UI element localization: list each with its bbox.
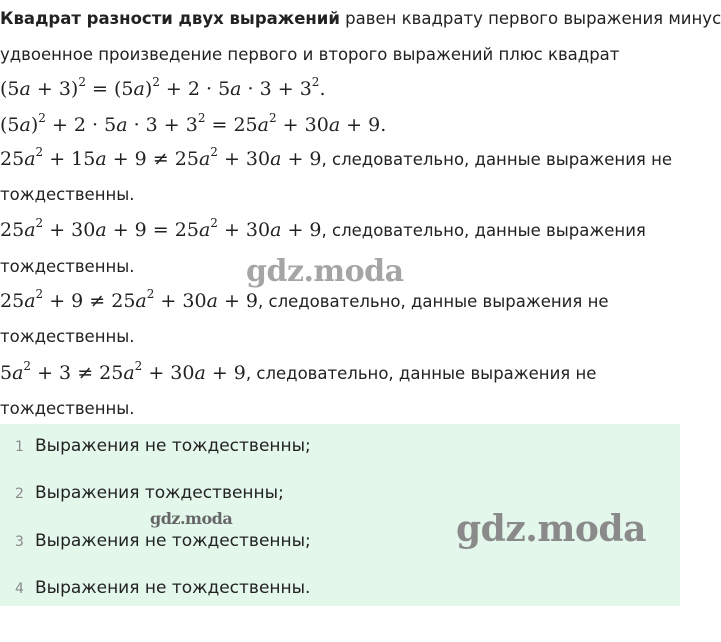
step-1-text: следовательно, данные выражения не [332,150,673,169]
step-3-continuation: тождественны. [0,327,135,346]
step-2-continuation: тождественны. [0,257,135,276]
step-3: $25a^2 + 9 \ne 25a^2 + 30a + 9$, следовательно, данные выражения не [0,287,609,312]
watermark: gdz.moda [150,509,233,528]
step-4-continuation: тождественны. [0,399,135,418]
step-3-formula: $25a^2 + 9 \ne 25a^2 + 30a + 9$ [0,287,258,312]
answer-number: 3 [15,534,24,550]
answer-number: 1 [15,439,24,455]
step-2-text: следовательно, данные выражения [332,221,646,240]
watermark: gdz.moda [456,508,646,550]
answer-text: Выражения тождественны; [35,483,284,503]
step-3-text: следовательно, данные выражения не [268,292,609,311]
watermark: gdz.moda [246,254,404,289]
step-1: $25a^2 + 15a + 9 \ne 25a^2 + 30a + 9$, следовательно, данные выражения не [0,145,673,170]
answer-number: 4 [15,581,24,597]
answer-item-1 [0,435,311,458]
answer-item-4 [0,577,310,600]
formula-simplified: $(5a)^2 + 2 \cdot 5a \cdot 3 + 3^2 = 25a^2 + 30a + 9$. [0,111,387,136]
step-2-formula: $25a^2 + 30a + 9 = 25a^2 + 30a + 9$ [0,216,322,241]
step-4-formula: $5a^2 + 3 \ne 25a^2 + 30a + 9$ [0,359,246,384]
answer-text: Выражения не тождественны; [35,436,311,456]
answer-text: Выражения не тождественны. [35,578,311,598]
step-1-formula: $25a^2 + 15a + 9 \ne 25a^2 + 30a + 9$ [0,145,322,170]
step-2: $25a^2 + 30a + 9 = 25a^2 + 30a + 9$, следовательно, данные выражения [0,216,646,241]
theory-text: равен квадрату первого выражения минус [339,9,721,28]
step-4-text: следовательно, данные выражения не [256,364,597,383]
step-4: $5a^2 + 3 \ne 25a^2 + 30a + 9$, следовательно, данные выражения не [0,359,597,384]
answer-number: 2 [15,486,24,502]
theory-line-1 [0,8,721,30]
answer-item-3 [0,530,311,553]
answer-item-2 [0,482,284,505]
formula-square-expansion: $(5a + 3)^2 = (5a)^2 + 2 \cdot 5a \cdot 3 + 3^2$. [0,75,326,100]
theory-line-2: удвоенное произведение первого и второго выражений плюс квадрат [0,45,620,64]
theory-bold: Квадрат разности двух выражений [0,9,340,28]
step-1-continuation: тождественны. [0,185,135,204]
answer-text: Выражения не тождественны; [35,531,311,551]
